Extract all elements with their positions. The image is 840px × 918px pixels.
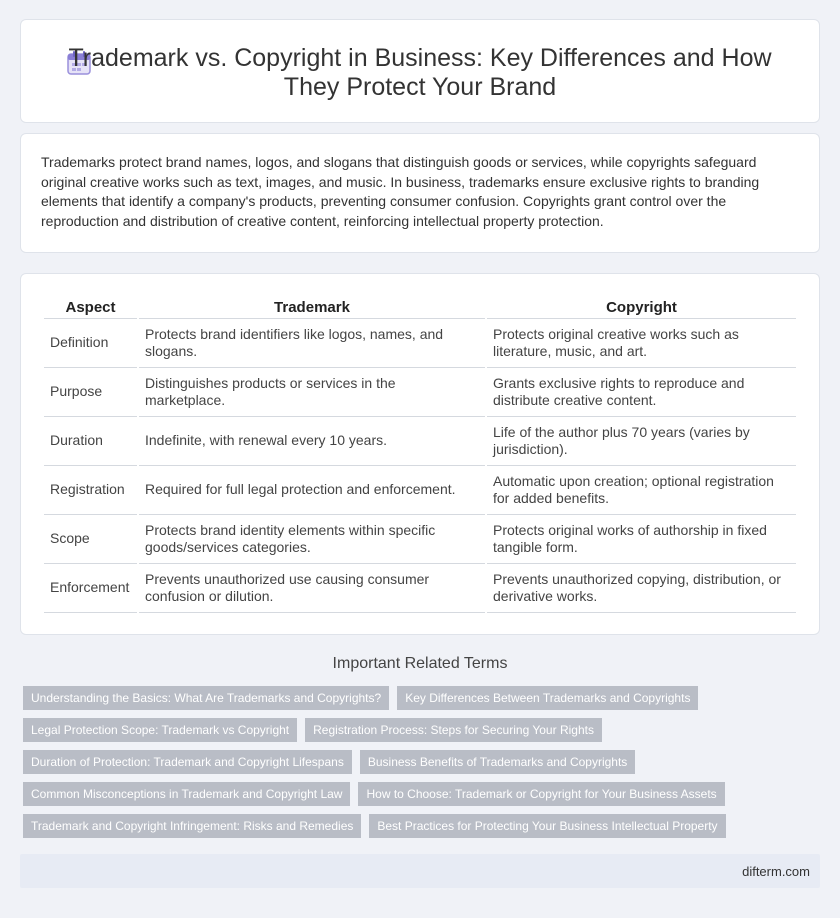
trademark-cell: Distinguishes products or services in the marketplace. (139, 368, 485, 417)
table-row (44, 368, 796, 417)
copyright-cell: Automatic upon creation; optional registration for added benefits. (487, 466, 796, 515)
comparison-table-card (20, 273, 820, 635)
table-row (44, 564, 796, 613)
footer (20, 854, 820, 888)
related-term-link[interactable]: Legal Protection Scope: Trademark vs Copyright (23, 718, 297, 742)
table-row (44, 466, 796, 515)
table-row (44, 319, 796, 368)
header-copyright: Copyright (487, 297, 796, 319)
related-term-link[interactable]: Understanding the Basics: What Are Trademarks and Copyrights? (23, 686, 389, 710)
copyright-cell: Prevents unauthorized copying, distribution, or derivative works. (487, 564, 796, 613)
table-row (44, 515, 796, 564)
aspect-cell: Scope (44, 515, 137, 564)
related-term-link[interactable]: Best Practices for Protecting Your Business Intellectual Property (369, 814, 725, 838)
trademark-cell: Indefinite, with renewal every 10 years. (139, 417, 485, 466)
trademark-cell: Prevents unauthorized use causing consumer confusion or dilution. (139, 564, 485, 613)
table-header-row (44, 297, 796, 319)
related-term-link[interactable]: Trademark and Copyright Infringement: Risks and Remedies (23, 814, 361, 838)
copyright-cell: Grants exclusive rights to reproduce and distribute creative content. (487, 368, 796, 417)
trademark-cell: Required for full legal protection and enforcement. (139, 466, 485, 515)
page-title: Trademark vs. Copyright in Business: Key Differences and How They Protect Your Brand (68, 44, 772, 101)
trademark-cell: Protects brand identity elements within specific goods/services categories. (139, 515, 485, 564)
trademark-cell: Protects brand identifiers like logos, names, and slogans. (139, 319, 485, 368)
comparison-table (42, 297, 798, 613)
aspect-cell: Duration (44, 417, 137, 466)
related-term-link[interactable]: Duration of Protection: Trademark and Copyright Lifespans (23, 750, 352, 774)
aspect-cell: Definition (44, 319, 137, 368)
table-row (44, 417, 796, 466)
related-term-link[interactable]: How to Choose: Trademark or Copyright for Your Business Assets (358, 782, 724, 806)
footer-site-link[interactable]: difterm.com (742, 864, 810, 879)
related-term-link[interactable]: Common Misconceptions in Trademark and Copyright Law (23, 782, 350, 806)
related-terms-heading: Important Related Terms (332, 655, 508, 672)
header-card (20, 19, 820, 123)
related-terms-list (23, 686, 823, 846)
related-term-link[interactable]: Registration Process: Steps for Securing Your Rights (305, 718, 602, 742)
related-term-link[interactable]: Business Benefits of Trademarks and Copyrights (360, 750, 635, 774)
aspect-cell: Registration (44, 466, 137, 515)
intro-card (20, 133, 820, 253)
related-term-link[interactable]: Key Differences Between Trademarks and Copyrights (397, 686, 698, 710)
header-trademark: Trademark (139, 297, 485, 319)
aspect-cell: Enforcement (44, 564, 137, 613)
intro-paragraph: Trademarks protect brand names, logos, and slogans that distinguish goods or services, while copyrights safeguard original creative works such as text, images, and music. In business, trademarks ensure exclusive rights to branding elements that identify a company's products, preventing consumer confusion. Copyrights grant control over the reproduction and distribution of creative content, reinforcing intellectual property protection. (41, 154, 760, 229)
copyright-cell: Protects original creative works such as literature, music, and art. (487, 319, 796, 368)
copyright-cell: Protects original works of authorship in fixed tangible form. (487, 515, 796, 564)
copyright-cell: Life of the author plus 70 years (varies by jurisdiction). (487, 417, 796, 466)
header-aspect: Aspect (44, 297, 137, 319)
aspect-cell: Purpose (44, 368, 137, 417)
